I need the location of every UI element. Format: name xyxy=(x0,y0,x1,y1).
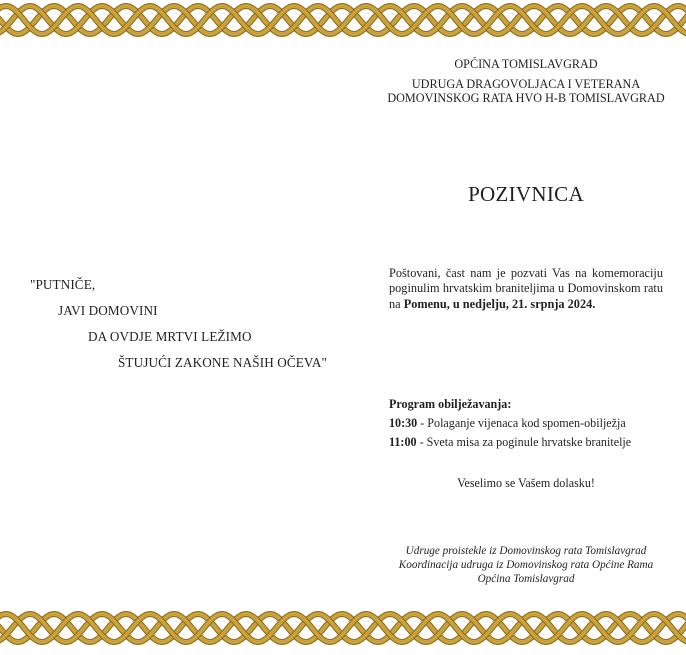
poem-line: ŠTUJUĆI ZAKONE NAŠIH OČEVA" xyxy=(118,355,327,370)
municipality-name: OPĆINA TOMISLAVGRAD xyxy=(454,57,598,71)
poem-line: JAVI DOMOVINI xyxy=(58,303,158,318)
signature-line: Općina Tomislavgrad xyxy=(477,573,575,585)
organizer-header xyxy=(380,57,672,105)
program-time: 11:00 xyxy=(389,435,417,449)
poem-line: "PUTNIČE, xyxy=(30,277,96,292)
program-time: 10:30 xyxy=(389,416,418,430)
association-name-line1: UDRUGA DRAGOVOLJACA I VETERANA xyxy=(411,77,641,91)
program-item xyxy=(389,433,631,452)
signature-line: Udruge proistekle iz Domovinskog rata Tomislavgrad xyxy=(405,545,647,557)
program-section xyxy=(389,395,631,452)
intro-text: Poštovani, čast nam je pozvati Vas na komemoraciju poginulim hrvatskim braniteljima u Domovinskom ratu na xyxy=(389,266,663,311)
program-description: - Sveta misa za poginule hrvatske branitelje xyxy=(416,435,632,449)
signature-block xyxy=(380,544,672,586)
closing-line: Veselimo se Vašem dolasku! xyxy=(457,476,595,490)
event-date: Pomenu, u nedjelju, 21. srpnja 2024. xyxy=(403,296,596,311)
program-description: - Polaganje vijenaca kod spomen-obilježja xyxy=(417,416,626,430)
top-braided-border xyxy=(0,0,686,40)
invitation-text xyxy=(389,266,663,312)
association-name-line2: DOMOVINSKOG RATA HVO H-B TOMISLAVGRAD xyxy=(387,91,665,105)
invitation-title: POZIVNICA xyxy=(468,182,584,206)
signature-line: Koordinacija udruga iz Domovinskog rata Općine Rama xyxy=(398,559,654,571)
poem-line: DA OVDJE MRTVI LEŽIMO xyxy=(88,329,252,344)
program-heading: Program obilježavanja: xyxy=(389,397,512,411)
program-item xyxy=(389,414,631,433)
bottom-braided-border xyxy=(0,608,686,648)
